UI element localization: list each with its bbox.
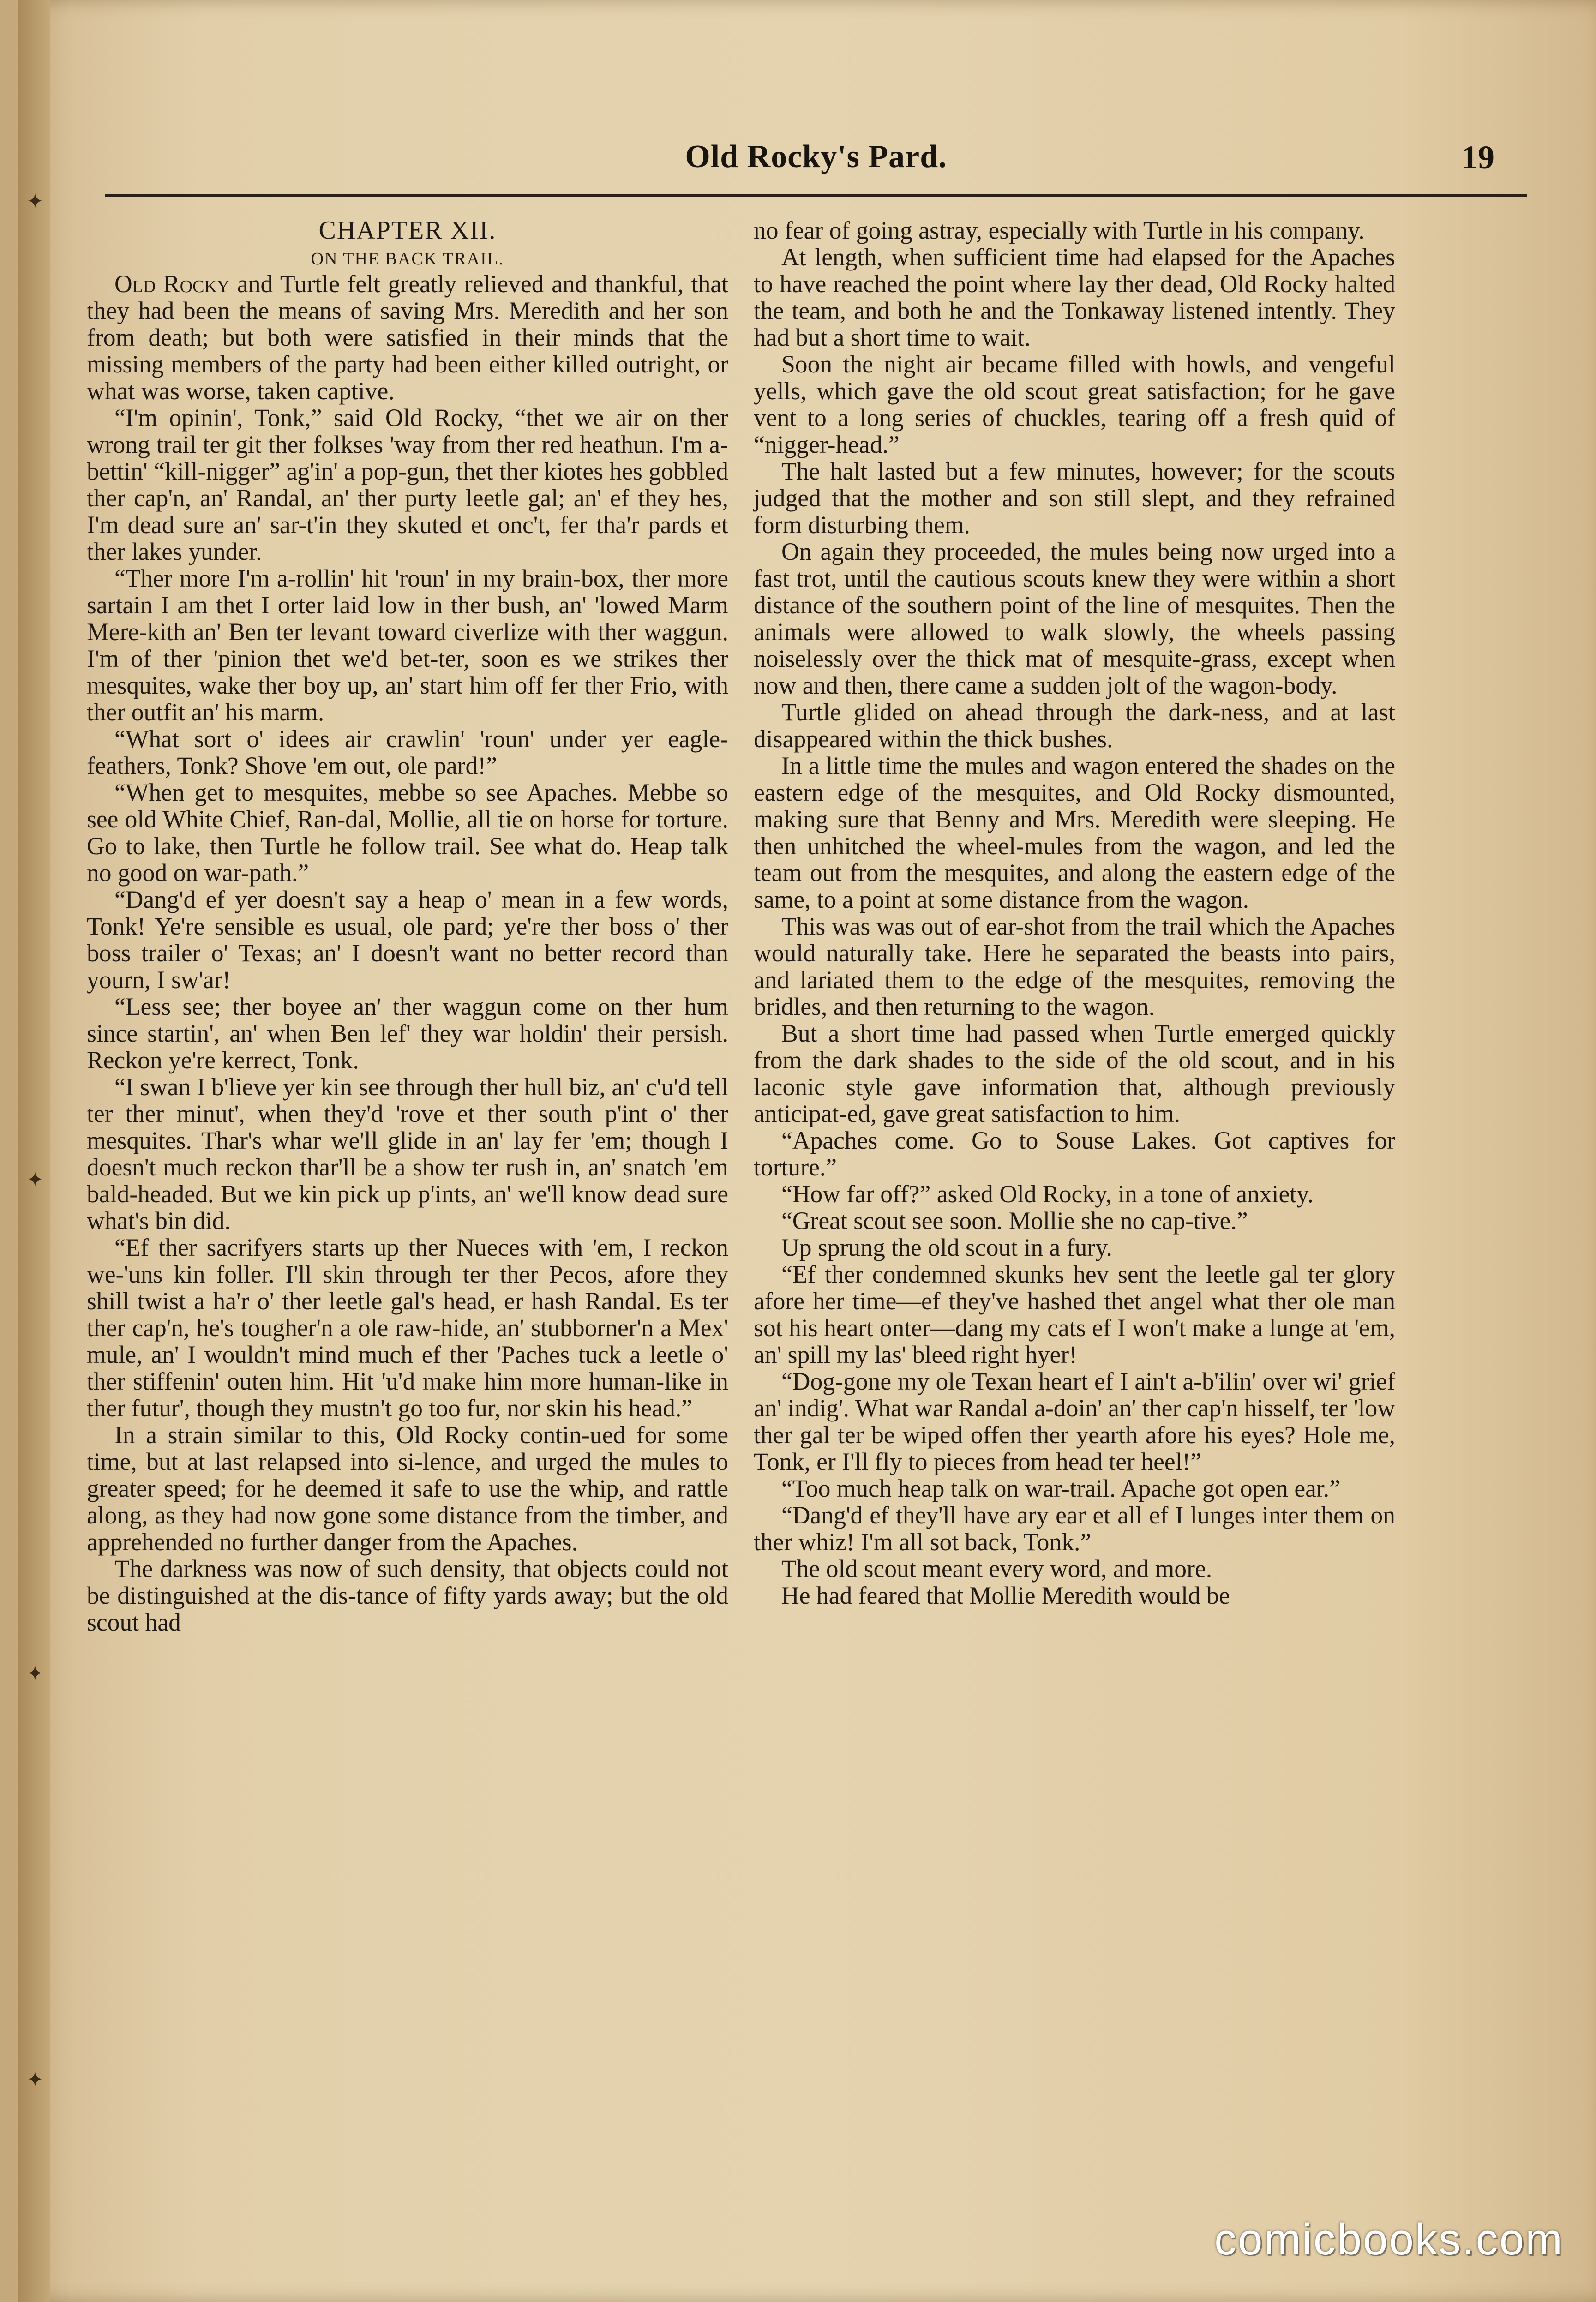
paragraph: On again they proceeded, the mules being now urged into a fast trot, until the cautious scouts knew they were within a short distance of the southern point of the line of mesquites. Then the animals were allowed to walk slowly, the wheels passing noiselessly over the thick mat of mesquite-grass, except when now and then, there came a sudden jolt of the wagon-body. xyxy=(754,538,1395,699)
paragraph: Soon the night air became filled with howls, and vengeful yells, which gave the old scout great satisfaction; for he gave vent to a long series of chuckles, tearing off a fresh quid of “nigger-head.” xyxy=(754,350,1395,458)
paragraph: Up sprung the old scout in a fury. xyxy=(781,1234,1112,1261)
paragraph: “I'm opinin', Tonk,” said Old Rocky, “thet we air on ther wrong trail ter git ther folkses 'way from ther red heathun. I'm a-bettin' “kill-nigger” ag'in' a pop-gun, thet ther kiotes hes gobbled ther cap'n, an' Randal, an' ther purty leetle gal; an' ef they hes, I'm dead sure an' sar-t'in they skuted et onc't, fer tha'r pards et ther lakes yunder. xyxy=(87,404,728,565)
paragraph: “Dog-gone my ole Texan heart ef I ain't a-b'ilin' over wi' grief an' indig'. What war Randal a-doin' an' ther cap'n hisself, ter 'low ther gal ter be wiped offen ther yearth afore his eyes? Hole me, Tonk, er I'll fly to pieces from head ter heel!” xyxy=(754,1367,1395,1475)
paragraph: At length, when sufficient time had elapsed for the Apaches to have reached the point where lay ther dead, Old Rocky halted the team, and both he and the Tonkaway listened intently. They had but a short time to wait. xyxy=(754,243,1395,351)
paragraph: “Ef ther condemned skunks hev sent the leetle gal ter glory afore her time—ef they've hashed thet angel what ther ole man sot his heart onter—dang my cats ef I won't make a lunge at 'em, an' spill my las' bleed right hyer! xyxy=(754,1260,1395,1368)
book-page xyxy=(18,0,1596,2302)
paragraph: Turtle glided on ahead through the dark-ness, and at last disappeared within the thick bushes. xyxy=(754,698,1395,753)
paragraph: “What sort o' idees air crawlin' 'roun' under yer eagle-feathers, Tonk? Shove 'em out, ole pard!” xyxy=(87,725,728,779)
paragraph: But a short time had passed when Turtle emerged quickly from the dark shades to the side of the old scout, and in his laconic style gave information that, although previously anticipat-ed, gave great satisfaction to him. xyxy=(754,1019,1395,1127)
paragraph-text: and Turtle felt greatly relieved and thankful, that they had been the means of saving Mrs. Meredith and her son from death; but both were satisfied in their minds that the missing members of the party had been either killed outright, or what was worse, taken captive. xyxy=(87,270,728,405)
running-title: Old Rocky's Pard. xyxy=(685,139,947,174)
left-column xyxy=(87,217,728,1636)
paragraph: “I swan I b'lieve yer kin see through ther hull biz, an' c'u'd tell ter ther minut', when they'd 'rove et ther south p'int o' ther mesquites. Thar's whar we'll glide in an' lay fer 'em; though I doesn't much reckon thar'll be a show ter rush in, an' snatch 'em bald-headed. But we kin pick up p'ints, an' we'll know dead sure what's bin did. xyxy=(87,1073,728,1235)
paragraph: “Less see; ther boyee an' ther waggun come on ther hum since startin', an' when Ben lef' they war holdin' their persish. Reckon ye're kerrect, Tonk. xyxy=(87,993,728,1074)
page-header xyxy=(105,138,1527,189)
paragraph: In a strain similar to this, Old Rocky contin-ued for some time, but at last relapsed into si-lence, and urged the mules to greater speed; for he deemed it safe to use the whip, and rattle along, as they had now gone some distance from the timber, and apprehended no further danger from the Apaches. xyxy=(87,1421,728,1556)
binding-stitch: ✦ xyxy=(26,1662,44,1685)
paragraph: “How far off?” asked Old Rocky, in a tone of anxiety. xyxy=(781,1180,1314,1208)
paragraph: “Apaches come. Go to Souse Lakes. Got captives for torture.” xyxy=(754,1127,1395,1181)
paragraph: This was was out of ear-shot from the trail which the Apaches would naturally take. Here he separated the beasts into pairs, and lariated them to the edge of the mesquites, removing the bridles, and then returning to the wagon. xyxy=(754,912,1395,1020)
paragraph: He had feared that Mollie Meredith would be xyxy=(781,1582,1230,1609)
paragraph: The halt lasted but a few minutes, however; for the scouts judged that the mother and son still slept, and they refrained form disturbing them. xyxy=(754,457,1395,539)
chapter-title: CHAPTER XII. xyxy=(318,216,497,245)
opening-words: Old Rocky xyxy=(114,270,230,298)
paragraph: “Dang'd ef yer doesn't say a heap o' mean in a few words, Tonk! Ye're sensible es usual, ole pard; ye're ther boss o' ther boss trailer o' Texas; an' I doesn't want no better record than yourn, I sw'ar! xyxy=(87,886,728,994)
paragraph: “Great scout see soon. Mollie she no cap-tive.” xyxy=(781,1207,1248,1235)
binding-stitch: ✦ xyxy=(26,1169,44,1191)
header-rule xyxy=(105,194,1527,197)
page-binding xyxy=(18,0,50,2302)
paragraph: In a little time the mules and wagon entered the shades on the eastern edge of the mesquites, and Old Rocky dismounted, making sure that Benny and Mrs. Meredith were sleeping. He then unhitched the wheel-mules from the wagon, and led the team out from the mesquites, and along the eastern edge of the same, to a point at some distance from the wagon. xyxy=(754,752,1395,913)
paragraph xyxy=(87,270,728,404)
binding-stitch: ✦ xyxy=(26,2068,44,2091)
right-column xyxy=(754,217,1395,1609)
paragraph: no fear of going astray, especially with Turtle in his company. xyxy=(754,216,1365,244)
paragraph: “Dang'd ef they'll have ary ear et all ef I lunges inter them on ther whiz! I'm all sot back, Tonk.” xyxy=(754,1501,1395,1556)
paragraph: The old scout meant every word, and more. xyxy=(781,1555,1212,1583)
watermark: comicbooks.com xyxy=(1214,2215,1564,2264)
paragraph: “Too much heap talk on war-trail. Apache got open ear.” xyxy=(781,1475,1340,1502)
binding-stitch: ✦ xyxy=(26,190,44,213)
paragraph: “Ther more I'm a-rollin' hit 'roun' in my brain-box, ther more sartain I am thet I orter laid low in ther bush, an' 'lowed Marm Mere-kith an' Ben ter levant toward civerlize with ther waggun. I'm of ther 'pinion thet we'd bet-ter, soon es we strikes ther mesquites, wake ther boy up, an' start him off fer ther Frio, with ther outfit an' his marm. xyxy=(87,564,728,726)
chapter-subtitle: ON THE BACK TRAIL. xyxy=(311,249,504,269)
paragraph: “Ef ther sacrifyers starts up ther Nueces with 'em, I reckon we-'uns kin foller. I'll skin through ter ther Pecos, afore they shill twist a ha'r o' ther leetle gal's head, er hash Randal. Es ter ther cap'n, he's tougher'n a ole raw-hide, an' stubborner'n a Mex' mule, an' I wouldn't mind much ef ther 'Paches tuck a leetle o' ther stiffenin' outen him. Hit 'u'd make him more human-like in ther futur', though they mustn't go too fur, nor skin his head.” xyxy=(87,1234,728,1422)
page-number: 19 xyxy=(1461,139,1494,176)
paragraph: “When get to mesquites, mebbe so see Apaches. Mebbe so see old White Chief, Ran-dal, Mollie, all tie on horse for torture. Go to lake, then Turtle he follow trail. See what do. Heap talk no good on war-path.” xyxy=(87,779,728,887)
paragraph: The darkness was now of such density, that objects could not be distinguished at the dis-tance of fifty yards away; but the old scout had xyxy=(87,1555,728,1636)
